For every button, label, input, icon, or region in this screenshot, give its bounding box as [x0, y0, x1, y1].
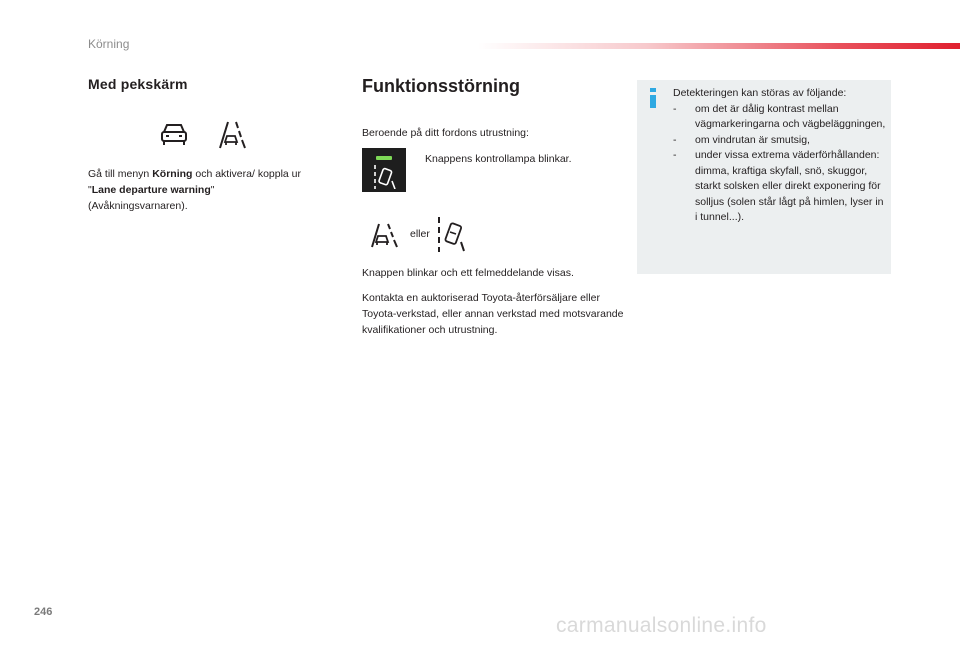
indicator-lamp [376, 156, 392, 160]
button-caption: Knappens kontrollampa blinkar. [425, 153, 572, 165]
note-list-item [673, 148, 887, 226]
lane-departure-icon [369, 222, 401, 248]
instruction-text-1: Gå till menyn [88, 168, 153, 180]
touchscreen-heading: Med pekskärm [88, 76, 188, 92]
equipment-intro: Beroende på ditt fordons utrustning: [362, 127, 529, 139]
note-list-item [673, 102, 887, 133]
info-note-box [637, 80, 891, 274]
contact-dealer-text: Kontakta en auktoriserad Toyota-återförsäljare eller Toyota-verkstad, eller annan verkstad med motsvarande kvalifikationer och utrustning. [362, 292, 624, 336]
list-dash: - [673, 102, 677, 115]
header-accent-bar [478, 43, 960, 49]
lane-keeping-car-icon [436, 216, 466, 252]
touchscreen-instructions [88, 166, 308, 214]
note-item-text: om vindrutan är smutsig, [695, 133, 810, 146]
note-list-item [673, 133, 887, 149]
watermark: carmanualsonline.info [556, 614, 767, 637]
lane-departure-icon [216, 120, 248, 150]
info-icon [649, 88, 657, 108]
page-number: 246 [34, 606, 53, 618]
instruction-function-name: Lane departure warning [91, 184, 211, 196]
note-intro: Detekteringen kan störas av följande: [673, 87, 847, 99]
error-message-text: Knappen blinkar och ett felmeddelande visas. [362, 267, 574, 279]
note-item-text: under vissa extrema väderförhållanden: dimma, kraftiga skyfall, snö, skuggor, starkt solsken eller direkt exponering för solljus (solen står lågt på himlen, lyser in i tunnel...). [695, 149, 884, 223]
instruction-text-3: " (Avåkningsvarnaren). [88, 184, 215, 212]
section-title: Körning [88, 37, 130, 51]
list-dash: - [673, 149, 677, 161]
note-content [673, 86, 887, 226]
lane-warning-button-icon [362, 148, 406, 192]
car-front-icon [158, 120, 190, 150]
touchscreen-section [88, 76, 318, 92]
malfunction-heading: Funktionsstörning [362, 76, 520, 96]
lane-departure-car-icon [372, 163, 396, 189]
malfunction-section [362, 76, 624, 97]
or-label: eller [410, 228, 430, 240]
instruction-text-2: och aktivera/ koppla ur " [88, 168, 302, 196]
instruction-menu-name: Körning [152, 168, 193, 180]
list-dash: - [673, 133, 677, 146]
touchscreen-icons [158, 120, 248, 152]
note-item-text: om det är dålig kontrast mellan vägmarkeringarna och vägbeläggningen, [695, 102, 886, 130]
